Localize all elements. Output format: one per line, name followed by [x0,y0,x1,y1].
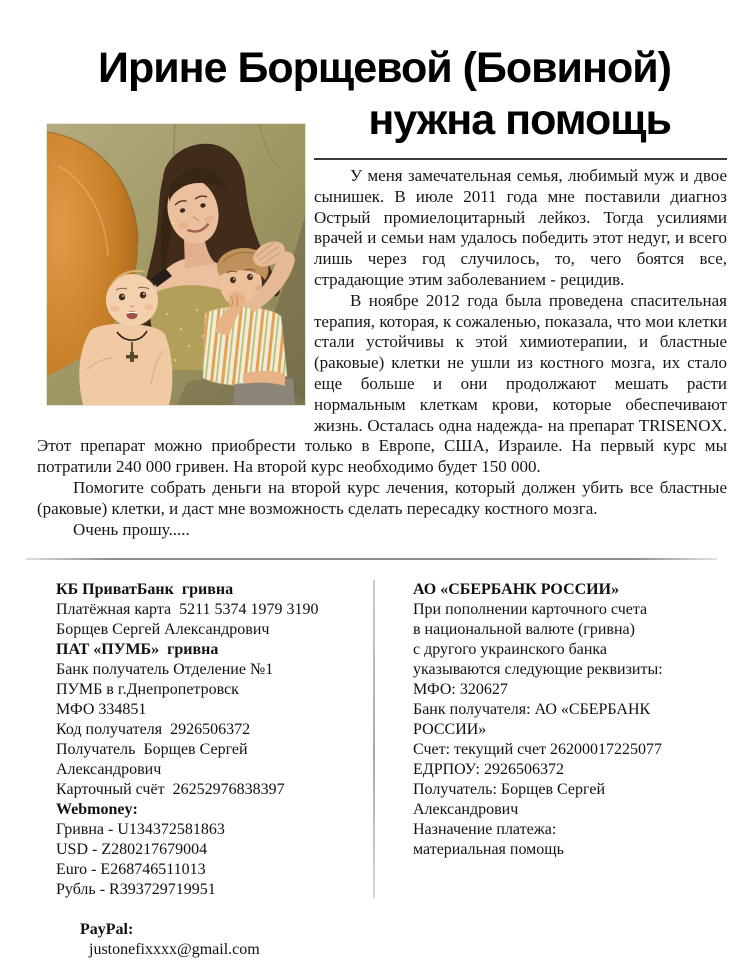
paypal-email: justonefixxxx@gmail.com [89,941,260,959]
sberbank-edrpou: ЕДРПОУ: 2926506372 [413,761,564,779]
pumb-recipient-code: Код получателя 2926506372 [56,721,251,739]
sberbank-bank-name-1: Банк получателя: АО «СБЕРБАНК [413,701,651,719]
pumb-card-account: Карточный счёт 26252976838397 [56,781,285,799]
family-photo-illustration [47,124,305,405]
sberbank-payment-purpose-2: материальная помощь [413,841,564,859]
story-paragraph-2: В ноябре 2012 года была проведена спасительная терапия, которая, к сожаленью, показала, что мои клетки стали устойчивы к этой химиотерапии, и бластные (раковые) клетки не ушли из костного мозга, их стало еще больше и они продолжают мешать расти нормальным клеткам крови, которые обеспечивают жизнь. Осталась одна надежда- на препарат TRISENOX. Этот препарат можно приобрести только в Европе, США, Израиле. На первый курс мы потратили 240 000 гривен. На второй курс необходимо будет 150 000. [37,290,727,477]
sberbank-recipient-name-1: Получатель: Борщев Сергей [413,781,606,799]
payment-requisites [0,580,741,980]
requisites-column-privatbank [0,580,373,980]
story-paragraph-4: Очень прошу..... [73,519,190,539]
sberbank-note-3: с другого украинского банка [413,641,608,659]
sberbank-mfo: МФО: 320627 [413,681,508,699]
requisites-column-sberbank [375,580,741,980]
pumb-bank-branch: Банк получатель Отделение №1 [56,661,274,679]
webmoney-rub-wallet: Рубль - R393729719951 [56,881,216,899]
pumb-recipient-name-1: Получатель Борщев Сергей [56,741,248,759]
sberbank-header: АО «СБЕРБАНК РОССИИ» [413,581,620,599]
privatbank-card-holder: Борщев Сергей Александрович [56,621,270,639]
pumb-recipient-name-2: Александрович [56,761,162,779]
title-divider [314,158,727,160]
pumb-mfo: МФО 334851 [56,701,147,719]
page-title-line2: нужна помощь [368,96,671,144]
pumb-bank-city: ПУМБ в г.Днепропетровск [56,681,239,699]
privatbank-card-number: Платёжная карта 5211 5374 1979 3190 [56,601,319,619]
sberbank-note-1: При пополнении карточного счета [413,601,648,619]
page-title-line1: Ирине Борщевой (Бовиной) [98,44,671,92]
sberbank-note-2: в национальной валюте (гривна) [413,621,635,639]
sberbank-account: Счет: текущий счет 26200017225077 [413,741,663,759]
family-photo [46,123,306,406]
webmoney-uah-wallet: Гривна - U134372581863 [56,821,225,839]
story-paragraph-3: Помогите собрать деньги на второй курс лечения, который должен убить все бластные (раковые) клетки, и даст мне возможность сделать пересадку костного мозга. [37,477,727,518]
pumb-header: ПАТ «ПУМБ» гривна [56,641,219,659]
paypal-label: PayPal: [80,921,134,939]
sberbank-payment-purpose-1: Назначение платежа: [413,821,557,839]
story-paragraph-1: У меня замечательная семья, любимый муж и двое сынишек. В июле 2011 года мне поставили диагноз Острый промиелоцитарный лейкоз. Тогда усилиями врачей и семьи нам удалось победить этот недуг, и всего лишь через год случилось, то, чего боятся все, страдающие этим заболеванием - рецидив. [314,166,727,289]
webmoney-eur-wallet: Euro - E268746511013 [56,861,206,879]
paypal-line [56,900,373,980]
sberbank-note-4: указываются следующие реквизиты: [413,661,663,679]
section-divider [26,558,717,560]
sberbank-recipient-name-2: Александрович [413,801,519,819]
privatbank-header: КБ ПриватБанк гривна [56,581,234,599]
webmoney-header: Webmoney: [56,801,138,819]
webmoney-usd-wallet: USD - Z280217679004 [56,841,208,859]
sberbank-bank-name-2: РОССИИ» [413,721,487,739]
